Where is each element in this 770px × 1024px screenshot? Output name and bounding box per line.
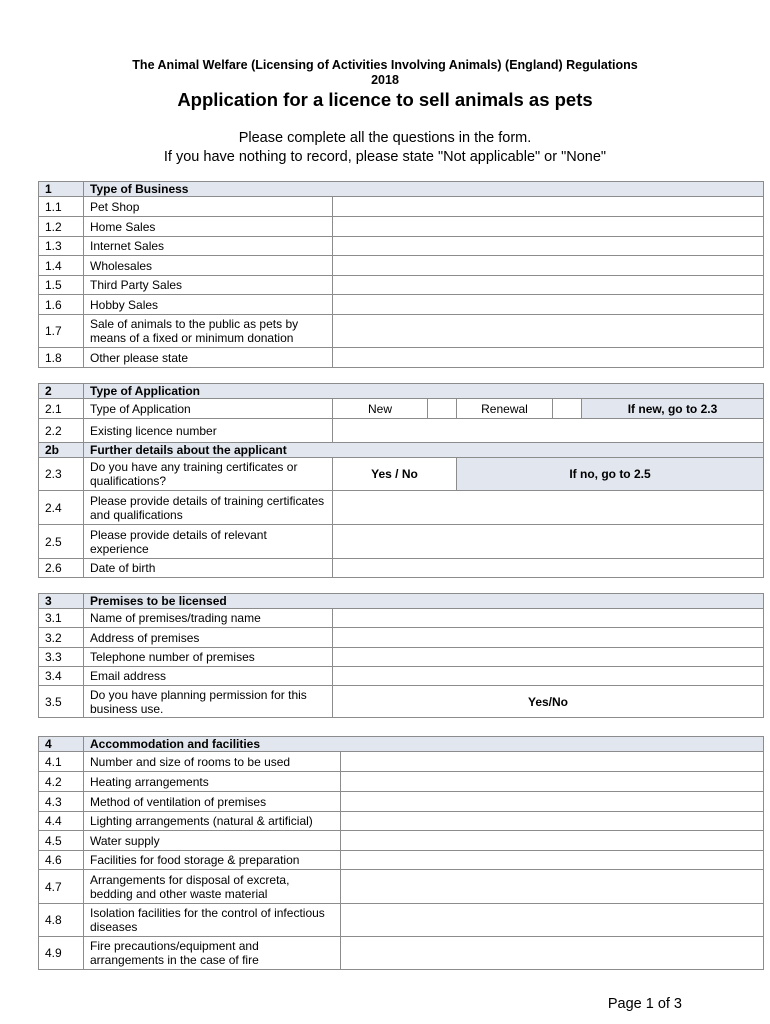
row-label: Home Sales	[84, 217, 333, 237]
table-row	[39, 648, 764, 667]
regulation-line-1: The Animal Welfare (Licensing of Activities Involving Animals) (England) Regulations	[132, 58, 638, 72]
routing-note: If new, go to 2.3	[582, 399, 764, 419]
row-number: 4.1	[39, 752, 84, 772]
table-row	[39, 609, 764, 628]
intro-line-1: Please complete all the questions in the form.	[238, 130, 532, 146]
table-row	[39, 237, 764, 256]
date-of-birth-field[interactable]	[333, 559, 764, 578]
row-label: Lighting arrangements (natural & artificial)	[84, 812, 341, 831]
regulation-title	[0, 58, 770, 88]
row-label: Heating arrangements	[84, 772, 341, 792]
row-number: 3.2	[39, 628, 84, 648]
row-label: Date of birth	[84, 559, 333, 578]
row-label: Do you have any training certificates or qualifications?	[84, 458, 333, 491]
section-title: Further details about the applicant	[84, 443, 764, 458]
table-row	[39, 276, 764, 295]
home-sales-field[interactable]	[333, 217, 764, 237]
row-label: Email address	[84, 667, 333, 686]
routing-note: If no, go to 2.5	[457, 458, 764, 491]
table-row	[39, 419, 764, 443]
row-label: Third Party Sales	[84, 276, 333, 295]
row-label: Other please state	[84, 348, 333, 368]
row-label: Isolation facilities for the control of infectious diseases	[84, 904, 341, 937]
row-label: Do you have planning permission for this business use.	[84, 686, 333, 718]
table-row	[39, 667, 764, 686]
training-details-field[interactable]	[333, 491, 764, 525]
row-number: 2.4	[39, 491, 84, 525]
row-label: Type of Application	[84, 399, 333, 419]
row-number: 2.3	[39, 458, 84, 491]
rooms-field[interactable]	[341, 752, 764, 772]
row-label: Internet Sales	[84, 237, 333, 256]
option-new-label: New	[333, 399, 428, 419]
donation-sales-field[interactable]	[333, 315, 764, 348]
water-supply-field[interactable]	[341, 831, 764, 851]
food-storage-field[interactable]	[341, 851, 764, 870]
row-number: 4.5	[39, 831, 84, 851]
row-label: Fire precautions/equipment and arrangements in the case of fire	[84, 937, 341, 970]
row-number: 1.1	[39, 197, 84, 217]
row-number: 4.4	[39, 812, 84, 831]
table-row	[39, 315, 764, 348]
row-number: 1.6	[39, 295, 84, 315]
table-row	[39, 348, 764, 368]
premises-name-field[interactable]	[333, 609, 764, 628]
row-number: 4.9	[39, 937, 84, 970]
form-title: Application for a licence to sell animals as pets	[177, 89, 593, 110]
table-row	[39, 686, 764, 718]
row-label: Name of premises/trading name	[84, 609, 333, 628]
table-row	[39, 904, 764, 937]
table-row	[39, 851, 764, 870]
table-row	[39, 217, 764, 237]
section-title: Type of Application	[84, 384, 764, 399]
table-row	[39, 559, 764, 578]
lighting-field[interactable]	[341, 812, 764, 831]
row-label: Water supply	[84, 831, 341, 851]
existing-licence-field[interactable]	[333, 419, 764, 443]
row-label: Please provide details of relevant experience	[84, 525, 333, 559]
table-row	[39, 628, 764, 648]
section-number: 4	[39, 737, 84, 752]
section-3-table	[38, 593, 764, 718]
row-number: 3.1	[39, 609, 84, 628]
row-number: 3.4	[39, 667, 84, 686]
row-label: Telephone number of premises	[84, 648, 333, 667]
row-number: 4.3	[39, 792, 84, 812]
row-label: Number and size of rooms to be used	[84, 752, 341, 772]
table-row	[39, 491, 764, 525]
section-title: Accommodation and facilities	[84, 737, 764, 752]
email-field[interactable]	[333, 667, 764, 686]
intro-line-2: If you have nothing to record, please state "Not applicable" or "None"	[163, 149, 607, 165]
table-row	[39, 399, 764, 419]
row-label: Pet Shop	[84, 197, 333, 217]
table-row	[39, 937, 764, 970]
row-number: 4.7	[39, 870, 84, 904]
row-label: Arrangements for disposal of excreta, bedding and other waste material	[84, 870, 341, 904]
heating-field[interactable]	[341, 772, 764, 792]
waste-disposal-field[interactable]	[341, 870, 764, 904]
experience-details-field[interactable]	[333, 525, 764, 559]
third-party-sales-field[interactable]	[333, 276, 764, 295]
row-label: Please provide details of training certificates and qualifications	[84, 491, 333, 525]
regulation-line-2: 2018	[371, 73, 399, 87]
table-row	[39, 256, 764, 276]
row-number: 4.8	[39, 904, 84, 937]
table-row	[39, 831, 764, 851]
row-number: 2.2	[39, 419, 84, 443]
row-label: Method of ventilation of premises	[84, 792, 341, 812]
table-row	[39, 792, 764, 812]
table-row	[39, 870, 764, 904]
row-number: 1.5	[39, 276, 84, 295]
section-2-header	[39, 384, 764, 399]
fire-precautions-field[interactable]	[341, 937, 764, 970]
row-number: 2.1	[39, 399, 84, 419]
row-label: Wholesales	[84, 256, 333, 276]
section-number: 3	[39, 594, 84, 609]
row-number: 1.8	[39, 348, 84, 368]
row-number: 1.7	[39, 315, 84, 348]
table-row	[39, 752, 764, 772]
pet-shop-field[interactable]	[333, 197, 764, 217]
row-label: Hobby Sales	[84, 295, 333, 315]
table-row	[39, 197, 764, 217]
row-number: 3.3	[39, 648, 84, 667]
table-row	[39, 772, 764, 792]
row-number: 4.2	[39, 772, 84, 792]
premises-telephone-field[interactable]	[333, 648, 764, 667]
table-row	[39, 458, 764, 491]
row-label: Facilities for food storage & preparation	[84, 851, 341, 870]
hobby-sales-field[interactable]	[333, 295, 764, 315]
table-row	[39, 525, 764, 559]
row-number: 4.6	[39, 851, 84, 870]
planning-permission-answer[interactable]: Yes/No	[333, 686, 764, 718]
wholesales-field[interactable]	[333, 256, 764, 276]
option-renewal-label: Renewal	[457, 399, 553, 419]
renewal-checkbox[interactable]	[553, 399, 582, 419]
section-1-header	[39, 182, 764, 197]
row-number: 1.2	[39, 217, 84, 237]
row-label: Existing licence number	[84, 419, 333, 443]
table-row	[39, 812, 764, 831]
new-checkbox[interactable]	[428, 399, 457, 419]
section-4-table	[38, 736, 764, 970]
row-label: Sale of animals to the public as pets by means of a fixed or minimum donation	[84, 315, 333, 348]
section-title: Type of Business	[84, 182, 764, 197]
row-label: Address of premises	[84, 628, 333, 648]
ventilation-field[interactable]	[341, 792, 764, 812]
row-number: 2.5	[39, 525, 84, 559]
row-number: 2.6	[39, 559, 84, 578]
section-2-table	[38, 383, 764, 578]
section-4-header	[39, 737, 764, 752]
row-number: 1.4	[39, 256, 84, 276]
page-number: Page 1 of 3	[607, 996, 682, 1012]
section-number: 2b	[39, 443, 84, 458]
section-title: Premises to be licensed	[84, 594, 764, 609]
section-2b-header	[39, 443, 764, 458]
table-row	[39, 295, 764, 315]
internet-sales-field[interactable]	[333, 237, 764, 256]
section-1-table	[38, 181, 764, 368]
section-number: 2	[39, 384, 84, 399]
isolation-field[interactable]	[341, 904, 764, 937]
premises-address-field[interactable]	[333, 628, 764, 648]
section-3-header	[39, 594, 764, 609]
other-business-field[interactable]	[333, 348, 764, 368]
row-number: 1.3	[39, 237, 84, 256]
yes-no-answer[interactable]: Yes / No	[333, 458, 457, 491]
row-number: 3.5	[39, 686, 84, 718]
section-number: 1	[39, 182, 84, 197]
